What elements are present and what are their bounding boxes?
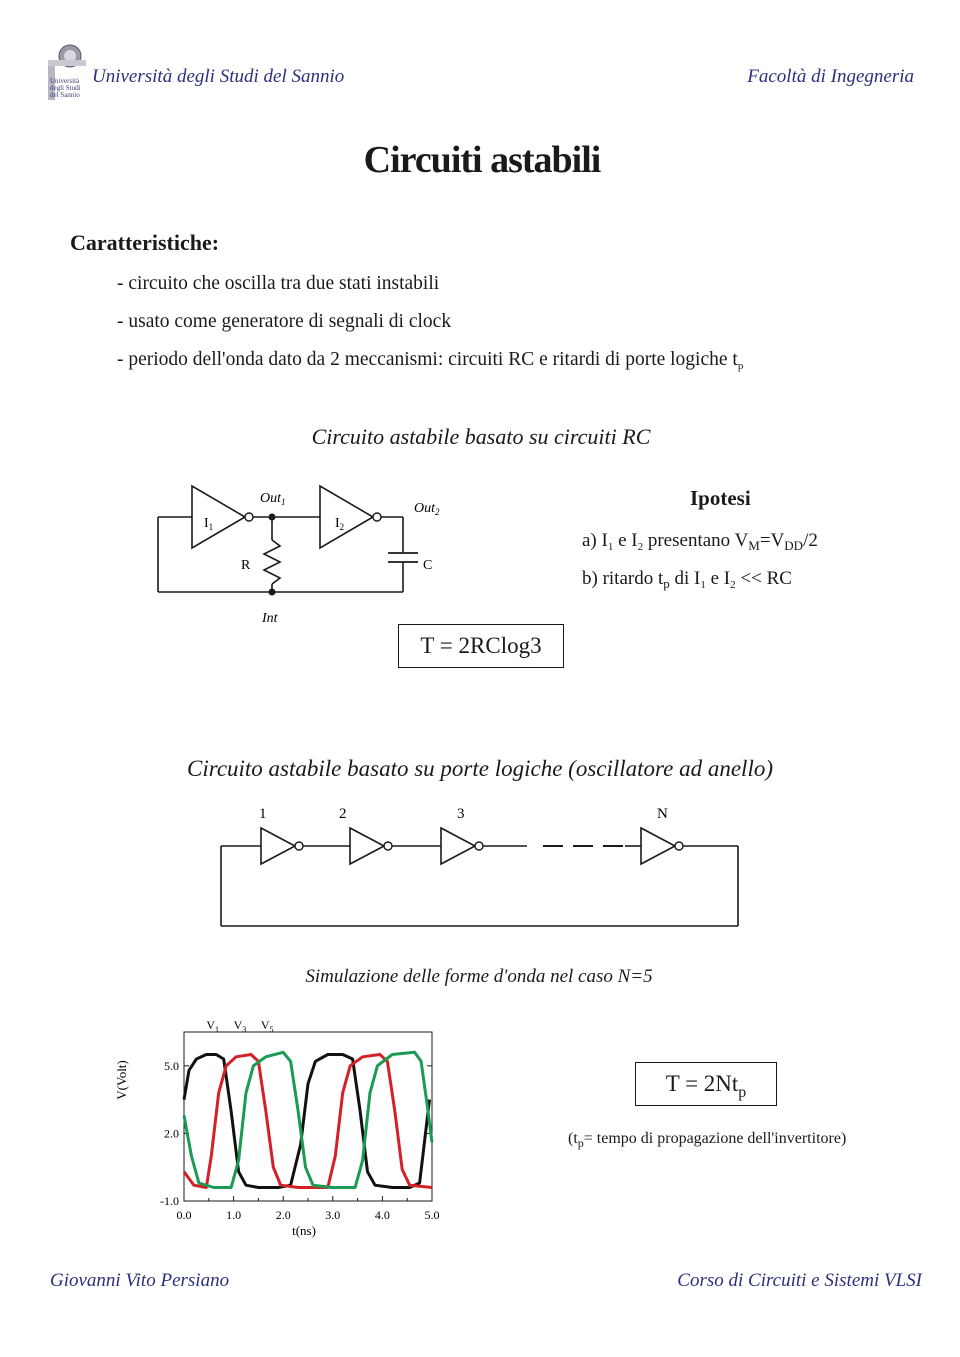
ring-inverter-2-symbol bbox=[350, 828, 384, 864]
footer-course: Corso di Circuiti e Sistemi VLSI bbox=[677, 1270, 922, 1291]
bullet-item: - circuito che oscilla tra due stati instabili bbox=[117, 273, 440, 294]
rc-section-heading-text: Circuito astabile basato su circuiti RC bbox=[311, 424, 651, 449]
section-heading: Caratteristiche: bbox=[70, 230, 220, 255]
bullet-item bbox=[117, 349, 743, 372]
inverter-2-bubble bbox=[373, 513, 381, 521]
inverter-2-symbol bbox=[320, 486, 373, 548]
bullet-item-text: - periodo dell'onda dato da 2 meccanismi: circuiti RC e ritardi di porte logiche t bbox=[117, 349, 738, 370]
ring-period-formula-box bbox=[635, 1062, 777, 1106]
simulation-heading bbox=[0, 966, 960, 988]
ring-period-formula-subscript: p bbox=[738, 1084, 747, 1101]
x-tick-label: 0.0 bbox=[176, 1208, 192, 1222]
series-label-1: $V_1$ bbox=[206, 1018, 219, 1034]
series-labels bbox=[206, 1018, 273, 1034]
label-r: R bbox=[241, 558, 251, 573]
y-axis-label: V(Volt) bbox=[114, 1060, 129, 1100]
ring-inverter-1-symbol bbox=[261, 828, 295, 864]
faculty-name: Facoltà di Ingegneria bbox=[747, 66, 914, 87]
label-int: Int bbox=[262, 611, 278, 626]
rc-period-formula: T = 2RClog3 bbox=[420, 633, 542, 658]
logo-line: del Sannio bbox=[50, 91, 80, 99]
ring-inverter-1-bubble bbox=[295, 842, 303, 850]
logo-text bbox=[50, 78, 88, 99]
ring-inverter-n-symbol bbox=[641, 828, 675, 864]
ring-stage-label-3: 3 bbox=[457, 806, 465, 822]
x-tick-label: 1.0 bbox=[226, 1208, 242, 1222]
page-title bbox=[0, 138, 960, 182]
series-line-2 bbox=[184, 1055, 432, 1188]
node-int bbox=[269, 589, 276, 596]
resistor-symbol bbox=[264, 540, 280, 584]
ring-inverter-n-bubble bbox=[675, 842, 683, 850]
x-tick-label: 2.0 bbox=[275, 1208, 291, 1222]
ring-stage-label-2: 2 bbox=[339, 806, 347, 822]
series-label-3: $V_5$ bbox=[260, 1018, 274, 1034]
propagation-note: ($t_p=$ tempo di propagazione dell'invertitore) bbox=[568, 1130, 847, 1150]
logo-line: Università bbox=[50, 77, 80, 85]
logo-line: degli Studi bbox=[50, 84, 81, 92]
label-i2: $I_2$ bbox=[335, 516, 345, 532]
ring-inverter-3-bubble bbox=[475, 842, 483, 850]
inverter-1-bubble bbox=[245, 513, 253, 521]
ring-oscillator-diagram bbox=[215, 800, 750, 932]
subscript: p bbox=[737, 360, 744, 372]
rc-circuit-diagram bbox=[140, 478, 460, 628]
hypothesis-b: b) ritardo $t_p$ di $I_1$ e $I_2$ << RC bbox=[582, 568, 792, 591]
ring-section-heading-text: Circuito astabile basato su porte logiche (oscillatore ad anello) bbox=[186, 756, 774, 781]
page-title-text: Circuiti astabili bbox=[363, 139, 601, 181]
ring-inverter-3-symbol bbox=[441, 828, 475, 864]
bullet-item: - usato come generatore di segnali di clock bbox=[117, 311, 452, 332]
x-axis-label: t(ns) bbox=[292, 1223, 316, 1238]
x-tick-label: 5.0 bbox=[424, 1208, 440, 1222]
simulation-heading-text: Simulazione delle forme d'onda nel caso N=5 bbox=[305, 966, 653, 987]
hypotheses-heading: Ipotesi bbox=[690, 486, 751, 510]
university-name: Università degli Studi del Sannio bbox=[92, 66, 345, 87]
y-tick-label: 2.0 bbox=[164, 1126, 179, 1141]
ring-stage-label-n: N bbox=[657, 806, 668, 822]
label-i1: $I_1$ bbox=[204, 516, 214, 532]
hypothesis-a: a) $I_1$ e $I_2$ presentano $V_M=V_{DD}/2$ bbox=[582, 530, 818, 553]
series-group bbox=[184, 1052, 432, 1187]
series-label-2: $V_3$ bbox=[233, 1018, 247, 1034]
rc-section-heading bbox=[0, 424, 960, 450]
x-tick-label: 4.0 bbox=[374, 1208, 390, 1222]
ring-stage-label-1: 1 bbox=[259, 806, 267, 822]
inverter-1-symbol bbox=[192, 486, 245, 548]
y-tick-label: -1.0 bbox=[160, 1194, 179, 1208]
rc-period-formula-box bbox=[398, 624, 564, 668]
waveform-chart bbox=[104, 1010, 464, 1245]
x-tick-label: 3.0 bbox=[325, 1208, 341, 1222]
label-out1: Out$_1$ bbox=[260, 491, 286, 507]
label-out2: Out$_2$ bbox=[414, 501, 440, 517]
y-tick-label: 5.0 bbox=[164, 1058, 179, 1073]
ring-inverter-2-bubble bbox=[384, 842, 392, 850]
label-c: C bbox=[423, 558, 433, 573]
ring-section-heading bbox=[0, 756, 960, 782]
ring-period-formula: T = 2Nt bbox=[665, 1071, 739, 1096]
footer-author: Giovanni Vito Persiano bbox=[50, 1270, 230, 1291]
